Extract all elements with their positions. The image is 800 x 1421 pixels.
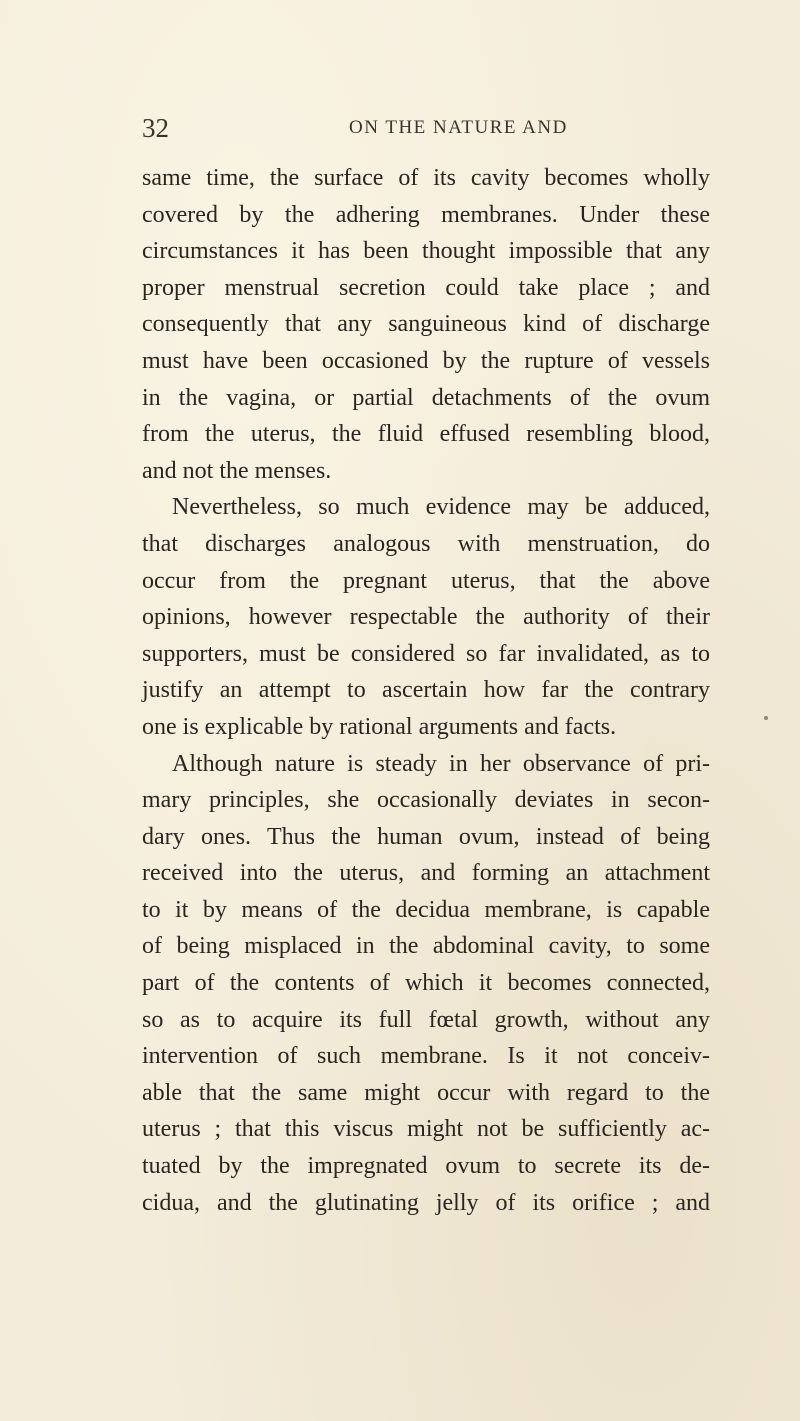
text-line: must have been occasioned by the rupture of vessels bbox=[142, 347, 710, 374]
text-line: from the uterus, the fluid effused resembling blood, bbox=[142, 421, 710, 448]
text-line: covered by the adhering membranes. Under these bbox=[142, 201, 710, 228]
text-line: occur from the pregnant uterus, that the above bbox=[142, 567, 710, 594]
body-text bbox=[142, 160, 710, 1221]
text-line: received into the uterus, and forming an attachment bbox=[142, 860, 710, 887]
text-line: mary principles, she occasionally deviates in secon- bbox=[142, 787, 710, 814]
text-line: opinions, however respectable the authority of their bbox=[142, 604, 710, 631]
paper-speck bbox=[764, 716, 768, 720]
text-line: justify an attempt to ascertain how far the contrary bbox=[142, 677, 710, 704]
text-line: able that the same might occur with regard to the bbox=[142, 1079, 710, 1106]
running-title: ON THE NATURE AND bbox=[349, 117, 568, 138]
text-line: that discharges analogous with menstruation, do bbox=[142, 530, 710, 557]
text-line: proper menstrual secretion could take place ; and bbox=[142, 274, 710, 301]
text-line: same time, the surface of its cavity becomes wholly bbox=[142, 165, 710, 191]
text-line: Nevertheless, so much evidence may be adduced, bbox=[172, 494, 710, 521]
text-line: intervention of such membrane. Is it not conceiv- bbox=[142, 1043, 710, 1070]
text-line: cidua, and the glutinating jelly of its orifice ; and bbox=[142, 1189, 710, 1216]
text-line: consequently that any sanguineous kind of discharge bbox=[142, 311, 710, 338]
text-line: and not the menses. bbox=[142, 457, 332, 484]
page-number: 32 bbox=[142, 113, 169, 143]
text-line: circumstances it has been thought impossible that any bbox=[142, 238, 710, 265]
text-line: dary ones. Thus the human ovum, instead of being bbox=[142, 823, 710, 850]
text-line: so as to acquire its full fœtal growth, without any bbox=[142, 1006, 710, 1033]
text-line: tuated by the impregnated ovum to secrete its de- bbox=[142, 1153, 710, 1180]
page-header bbox=[142, 108, 702, 148]
text-line: supporters, must be considered so far invalidated, as to bbox=[142, 640, 710, 667]
text-line: in the vagina, or partial detachments of the ovum bbox=[142, 384, 710, 411]
text-line: of being misplaced in the abdominal cavity, to some bbox=[142, 933, 710, 960]
text-line: to it by means of the decidua membrane, is capable bbox=[142, 896, 710, 923]
text-line: Although nature is steady in her observance of pri- bbox=[172, 750, 710, 777]
text-line: one is explicable by rational arguments and facts. bbox=[142, 713, 617, 740]
text-line: uterus ; that this viscus might not be sufficiently ac- bbox=[142, 1116, 710, 1143]
text-line: part of the contents of which it becomes connected, bbox=[142, 970, 710, 997]
